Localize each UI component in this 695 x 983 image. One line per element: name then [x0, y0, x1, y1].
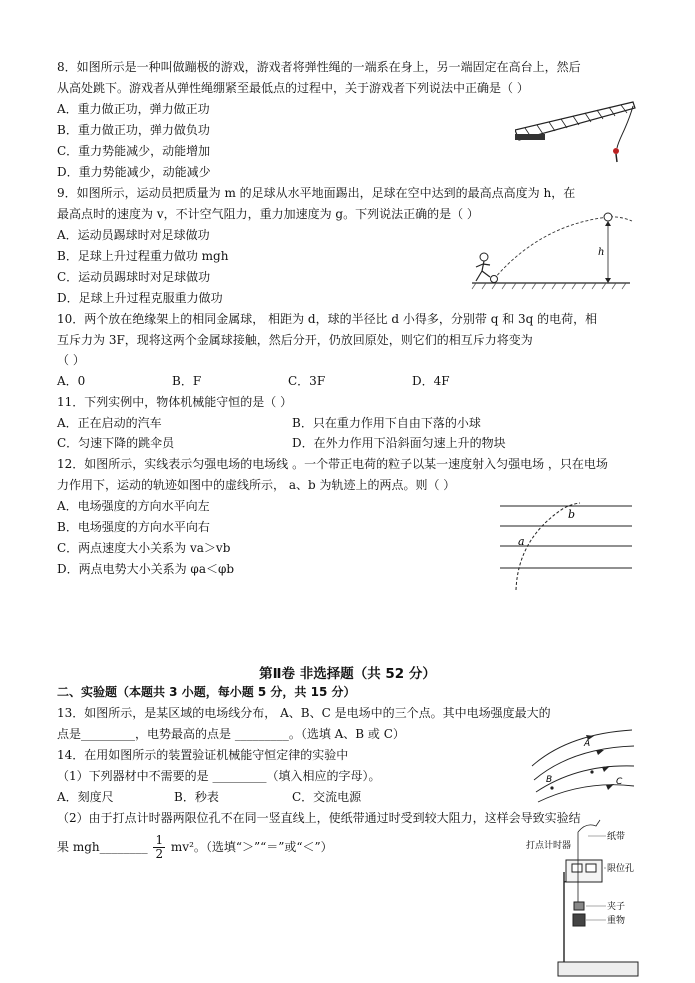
- q14-result-prefix: 果 mgh________: [57, 840, 148, 854]
- q12-option-c: C．两点速度大小关系为 va＞vb: [57, 541, 231, 555]
- q8-stem-line1: 8．如图所示是一种叫做蹦极的游戏，游戏者将弹性绳的一端系在身上，另一端固定在高台上，然后: [57, 60, 581, 74]
- q14-result-suffix: mv²。（选填“＞”“＝”或“＜”）: [170, 840, 333, 854]
- timer-label: 打点计时器: [526, 841, 572, 851]
- point-b-label: b: [568, 508, 576, 521]
- q9-stem-line2: 最高点时的速度为 v，不计空气阻力，重力加速度为 g。下列说法正确的是（ ）: [57, 207, 479, 221]
- q9-stem-line1: 9．如图所示，运动员把质量为 m 的足球从水平地面踢出，足球在空中达到的最高点高度为 h，在: [57, 186, 576, 200]
- tape-label: 纸带: [607, 832, 626, 842]
- q14-part1: （1）下列器材中不需要的是 _________（填入相应的字母）。: [57, 769, 381, 783]
- football-figure: [470, 205, 640, 295]
- q11-option-a: A．正在启动的汽车: [57, 416, 162, 430]
- q14-option-c: C．交流电源: [292, 790, 362, 804]
- q14-stem: 14．在用如图所示的装置验证机械能守恒定律的实验中: [57, 748, 349, 762]
- point-A-label: A: [584, 739, 591, 749]
- bungee-figure: [515, 98, 640, 168]
- q9-option-d: D．足球上升过程克服重力做功: [57, 291, 223, 305]
- height-label: h: [598, 247, 605, 258]
- uniform-field-figure: [498, 498, 636, 593]
- q11-option-d: D．在外力作用下沿斜面匀速上升的物块: [292, 436, 506, 450]
- section-title: 第Ⅱ卷 非选择题（共 52 分）: [259, 666, 436, 682]
- point-a-label: a: [518, 535, 525, 548]
- q10-stem-line3: （ ）: [57, 353, 85, 367]
- q10-stem-line2: 互斥力为 3F，现将这两个金属球接触，然后分开，仍放回原处，则它们的相互斥力将变为: [57, 333, 533, 347]
- q8-stem-line2: 从高处跳下。游戏者从弹性绳绷紧至最低点的过程中，关于游戏者下列说法中正确是（ ）: [57, 81, 529, 95]
- q9-option-a: A．运动员踢球时对足球做功: [57, 228, 210, 242]
- q10-option-a: A．0: [57, 374, 86, 388]
- field-lines-figure: [528, 726, 638, 804]
- q8-option-a: A．重力做正功，弹力做正功: [57, 102, 210, 116]
- limit-hole-label: 限位孔: [607, 864, 635, 874]
- point-B-label: B: [546, 775, 553, 785]
- q12-option-a: A．电场强度的方向水平向左: [57, 499, 210, 513]
- q10-option-d: D．4F: [412, 374, 450, 388]
- section-heading: 二、实验题（本题共 3 小题，每小题 5 分，共 15 分）: [57, 685, 356, 699]
- weight-label: 重物: [607, 916, 626, 926]
- q12-option-b: B．电场强度的方向水平向右: [57, 520, 210, 534]
- q8-option-d: D．重力势能减少，动能减少: [57, 165, 211, 179]
- q8-option-b: B．重力做正功，弹力做负功: [57, 123, 210, 137]
- q13-stem-line2: 点是_________，电势最高的点是 _________。（选填 A、B 或 C）: [57, 727, 405, 741]
- half-fraction: [153, 834, 165, 861]
- q12-option-d: D．两点电势大小关系为 φa＜φb: [57, 562, 235, 576]
- clip-label: 夹子: [607, 902, 626, 912]
- point-C-label: C: [616, 777, 623, 787]
- q10-stem-line1: 10．两个放在绝缘架上的相同金属球， 相距为 d，球的半径比 d 小得多，分别带 q 和 3q 的电荷，相: [57, 312, 598, 326]
- q9-option-c: C．运动员踢球时对足球做功: [57, 270, 211, 284]
- q10-option-b: B．F: [172, 374, 202, 388]
- fraction-denominator: 2: [155, 847, 164, 861]
- q11-option-c: C．匀速下降的跳伞员: [57, 436, 175, 450]
- q8-option-c: C．重力势能减少，动能增加: [57, 144, 211, 158]
- q14-option-a: A．刻度尺: [57, 790, 114, 804]
- q12-stem-line1: 12．如图所示，实线表示匀强电场的电场线 。一个带正电荷的粒子以某一速度射入匀强电场 ，只在电场: [57, 457, 608, 471]
- q14-option-b: B．秒表: [174, 790, 219, 804]
- q10-option-c: C．3F: [288, 374, 326, 388]
- q14-part2: （2）由于打点计时器两限位孔不在同一竖直线上，使纸带通过时受到较大阻力，这样会导致实验结: [57, 811, 581, 825]
- q9-option-b: B．足球上升过程重力做功 mgh: [57, 249, 229, 263]
- fraction-numerator: 1: [155, 833, 164, 847]
- q11-stem: 11．下列实例中，物体机械能守恒的是（ ）: [57, 395, 293, 409]
- q11-option-b: B．只在重力作用下自由下落的小球: [292, 416, 481, 430]
- q13-stem-line1: 13．如图所示，是某区域的电场线分布， A、B、C 是电场中的三个点。其中电场强度最大的: [57, 706, 551, 720]
- q12-stem-line2: 力作用下，运动的轨迹如图中的虚线所示， a、b 为轨迹上的两点。则（ ）: [57, 478, 456, 492]
- apparatus-figure: [520, 812, 640, 980]
- q14-result-line: [57, 832, 333, 862]
